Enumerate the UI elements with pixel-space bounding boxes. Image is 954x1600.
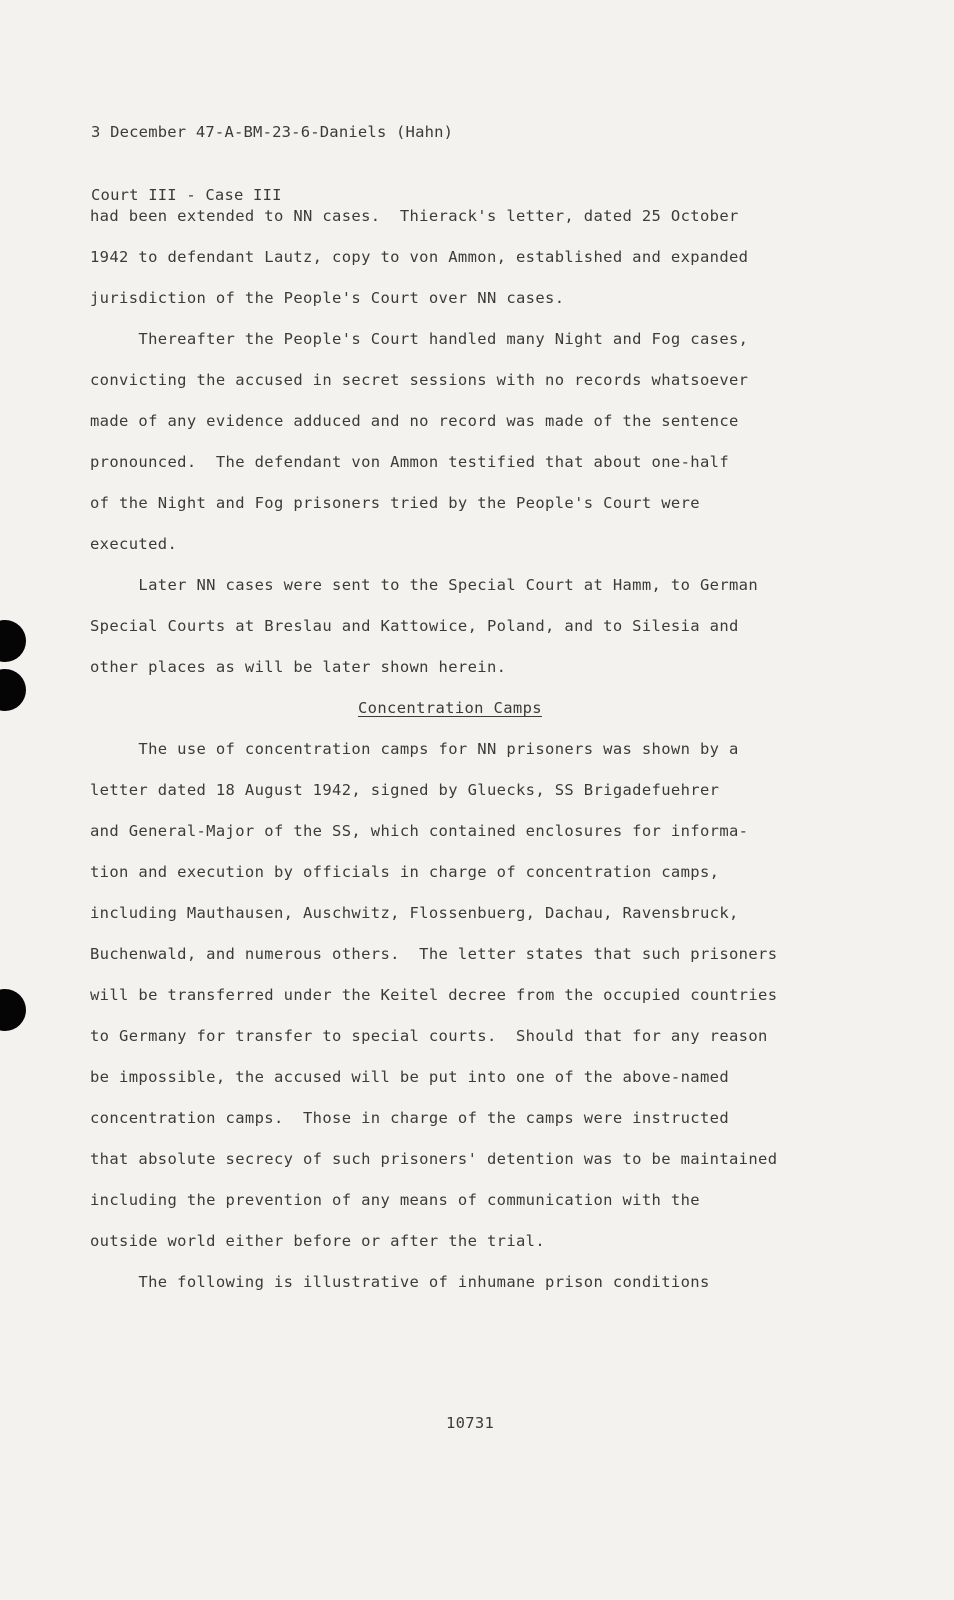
body-line: Special Courts at Breslau and Kattowice, Poland, and to Silesia and: [90, 617, 739, 635]
body-line: tion and execution by officials in charge of concentration camps,: [90, 863, 720, 881]
body-line: jurisdiction of the People's Court over NN cases.: [90, 289, 565, 307]
body-line: outside world either before or after the trial.: [90, 1232, 546, 1250]
body-line: other places as will be later shown herein.: [90, 658, 507, 676]
body-line: executed.: [90, 535, 178, 553]
body-line: had been extended to NN cases. Thierack's letter, dated 25 October: [90, 207, 739, 225]
header-court-line: Court III - Case III: [91, 186, 282, 204]
body-line: Later NN cases were sent to the Special Court at Hamm, to German: [90, 576, 759, 594]
punch-hole-marker: [0, 989, 26, 1031]
body-line: 1942 to defendant Lautz, copy to von Ammon, established and expanded: [90, 248, 749, 266]
body-line: The following is illustrative of inhumane prison conditions: [90, 1273, 710, 1291]
header-case-line: 3 December 47-A-BM-23-6-Daniels (Hahn): [91, 123, 454, 141]
body-line: to Germany for transfer to special courts. Should that for any reason: [90, 1027, 768, 1045]
body-line: that absolute secrecy of such prisoners' detention was to be maintained: [90, 1150, 778, 1168]
punch-hole-marker: [0, 620, 26, 662]
body-line: Thereafter the People's Court handled many Night and Fog cases,: [90, 330, 749, 348]
body-line: be impossible, the accused will be put into one of the above-named: [90, 1068, 729, 1086]
body-line: concentration camps. Those in charge of the camps were instructed: [90, 1109, 729, 1127]
body-line: including Mauthausen, Auschwitz, Flossenbuerg, Dachau, Ravensbruck,: [90, 904, 739, 922]
body-line: and General-Major of the SS, which contained enclosures for informa-: [90, 822, 749, 840]
body-line: will be transferred under the Keitel decree from the occupied countries: [90, 986, 778, 1004]
punch-hole-marker: [0, 669, 26, 711]
body-line: of the Night and Fog prisoners tried by the People's Court were: [90, 494, 700, 512]
body-line: Buchenwald, and numerous others. The letter states that such prisoners: [90, 945, 778, 963]
body-line: pronounced. The defendant von Ammon testified that about one-half: [90, 453, 729, 471]
body-line: The use of concentration camps for NN prisoners was shown by a: [90, 740, 739, 758]
section-heading: Concentration Camps: [358, 699, 542, 717]
body-line: convicting the accused in secret sessions with no records whatsoever: [90, 371, 749, 389]
body-line: including the prevention of any means of communication with the: [90, 1191, 700, 1209]
page-number: 10731: [446, 1414, 495, 1432]
body-line: made of any evidence adduced and no record was made of the sentence: [90, 412, 739, 430]
body-line: letter dated 18 August 1942, signed by Gluecks, SS Brigadefuehrer: [90, 781, 720, 799]
